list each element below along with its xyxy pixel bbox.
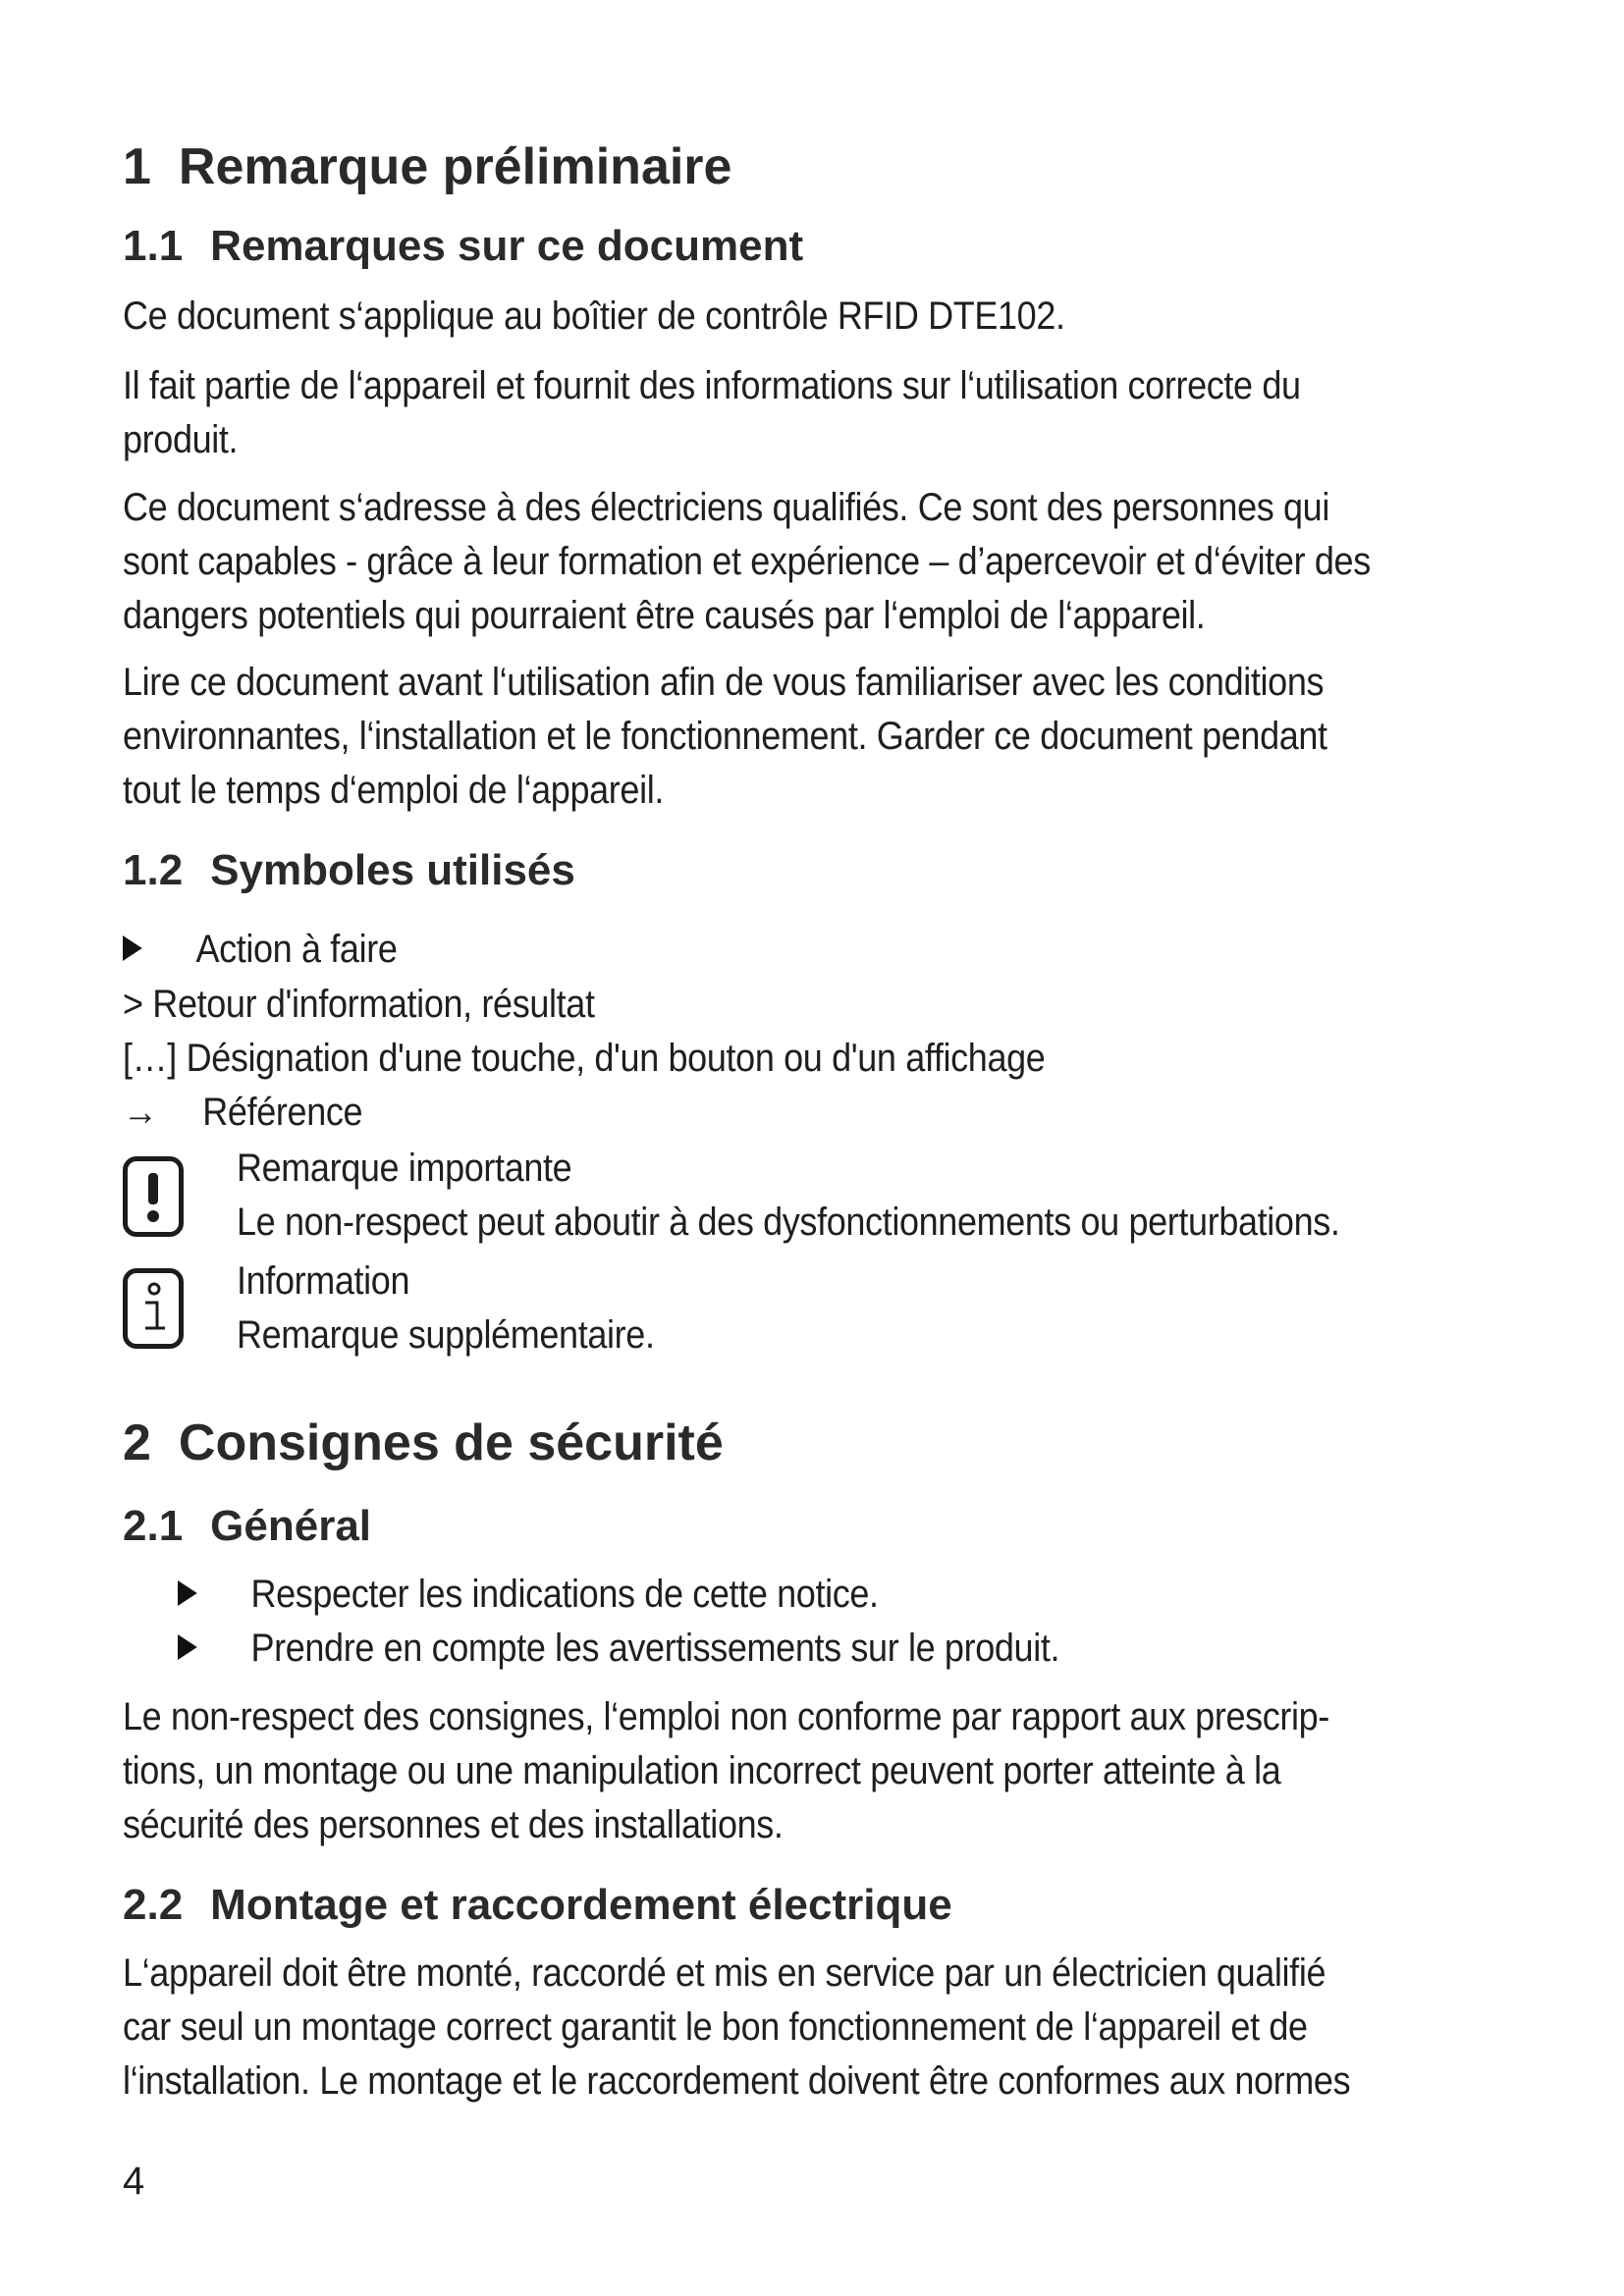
- symbol-action: Action à faire: [123, 923, 398, 977]
- paragraph-1-1-a: Ce document s‘applique au boîtier de contrôle RFID DTE102.: [123, 294, 1065, 338]
- arrow-right-icon: →: [123, 1091, 158, 1134]
- exclamation-icon: [123, 1156, 184, 1237]
- paragraph-1-1-d: Lire ce document avant l‘utilisation afin de vous familiariser avec les conditions environnantes, l‘installation et le fonctionnement. Garder ce document pendant tout le temps d‘emploi de l‘appareil.: [123, 661, 1327, 812]
- section-2-1-heading: 2.1 Général: [123, 1502, 372, 1550]
- page-number: 4: [123, 2160, 145, 2203]
- symbol-feedback: > Retour d'information, résultat: [123, 983, 595, 1026]
- paragraph-1-1-c: Ce document s‘adresse à des électriciens qualifiés. Ce sont des personnes qui sont capables - grâce à leur formation et expérience – d’apercevoir et d‘éviter des dangers potentiels qui pourraient être causés par l‘emploi de l‘appareil.: [123, 486, 1371, 637]
- info-icon: [123, 1268, 184, 1349]
- action-triangle-icon: [123, 935, 142, 961]
- paragraph-1-1-b: Il fait partie de l‘appareil et fournit des informations sur l‘utilisation correcte du produit.: [123, 364, 1301, 461]
- important-note: Remarque importante Le non-respect peut aboutir à des dysfonctionnements ou perturbations.: [237, 1147, 1340, 1244]
- section-1-1-heading: 1.1 Remarques sur ce document: [123, 222, 804, 270]
- section-1-2-heading: 1.2 Symboles utilisés: [123, 846, 575, 894]
- symbol-reference: → Référence: [123, 1091, 363, 1134]
- symbol-designation: […] Désignation d'une touche, d'un bouton ou d'un affichage: [123, 1037, 1046, 1080]
- section-2-2-heading: 2.2 Montage et raccordement électrique: [123, 1881, 952, 1929]
- section-2-heading: 2 Consignes de sécurité: [123, 1415, 724, 1471]
- section-1-heading: 1 Remarque préliminaire: [123, 138, 732, 195]
- paragraph-2-2: L‘appareil doit être monté, raccordé et mis en service par un électricien qualifié car seul un montage correct garantit le bon fonctionnement de l‘appareil et de l‘installation. Le montage et le raccordement doivent être conformes aux normes: [123, 1951, 1351, 2103]
- bullet-triangle-icon: [178, 1580, 197, 1606]
- bullet-1: Respecter les indications de cette notice.: [178, 1568, 879, 1622]
- bullet-triangle-icon: [178, 1634, 197, 1660]
- paragraph-2-1: Le non-respect des consignes, l‘emploi non conforme par rapport aux prescrip- tions, un montage ou une manipulation incorrect peuvent porter atteinte à la sécurité des personnes et des installations.: [123, 1695, 1329, 1846]
- bullet-2: Prendre en compte les avertissements sur le produit.: [178, 1622, 1059, 1676]
- information-note: Information Remarque supplémentaire.: [237, 1259, 655, 1357]
